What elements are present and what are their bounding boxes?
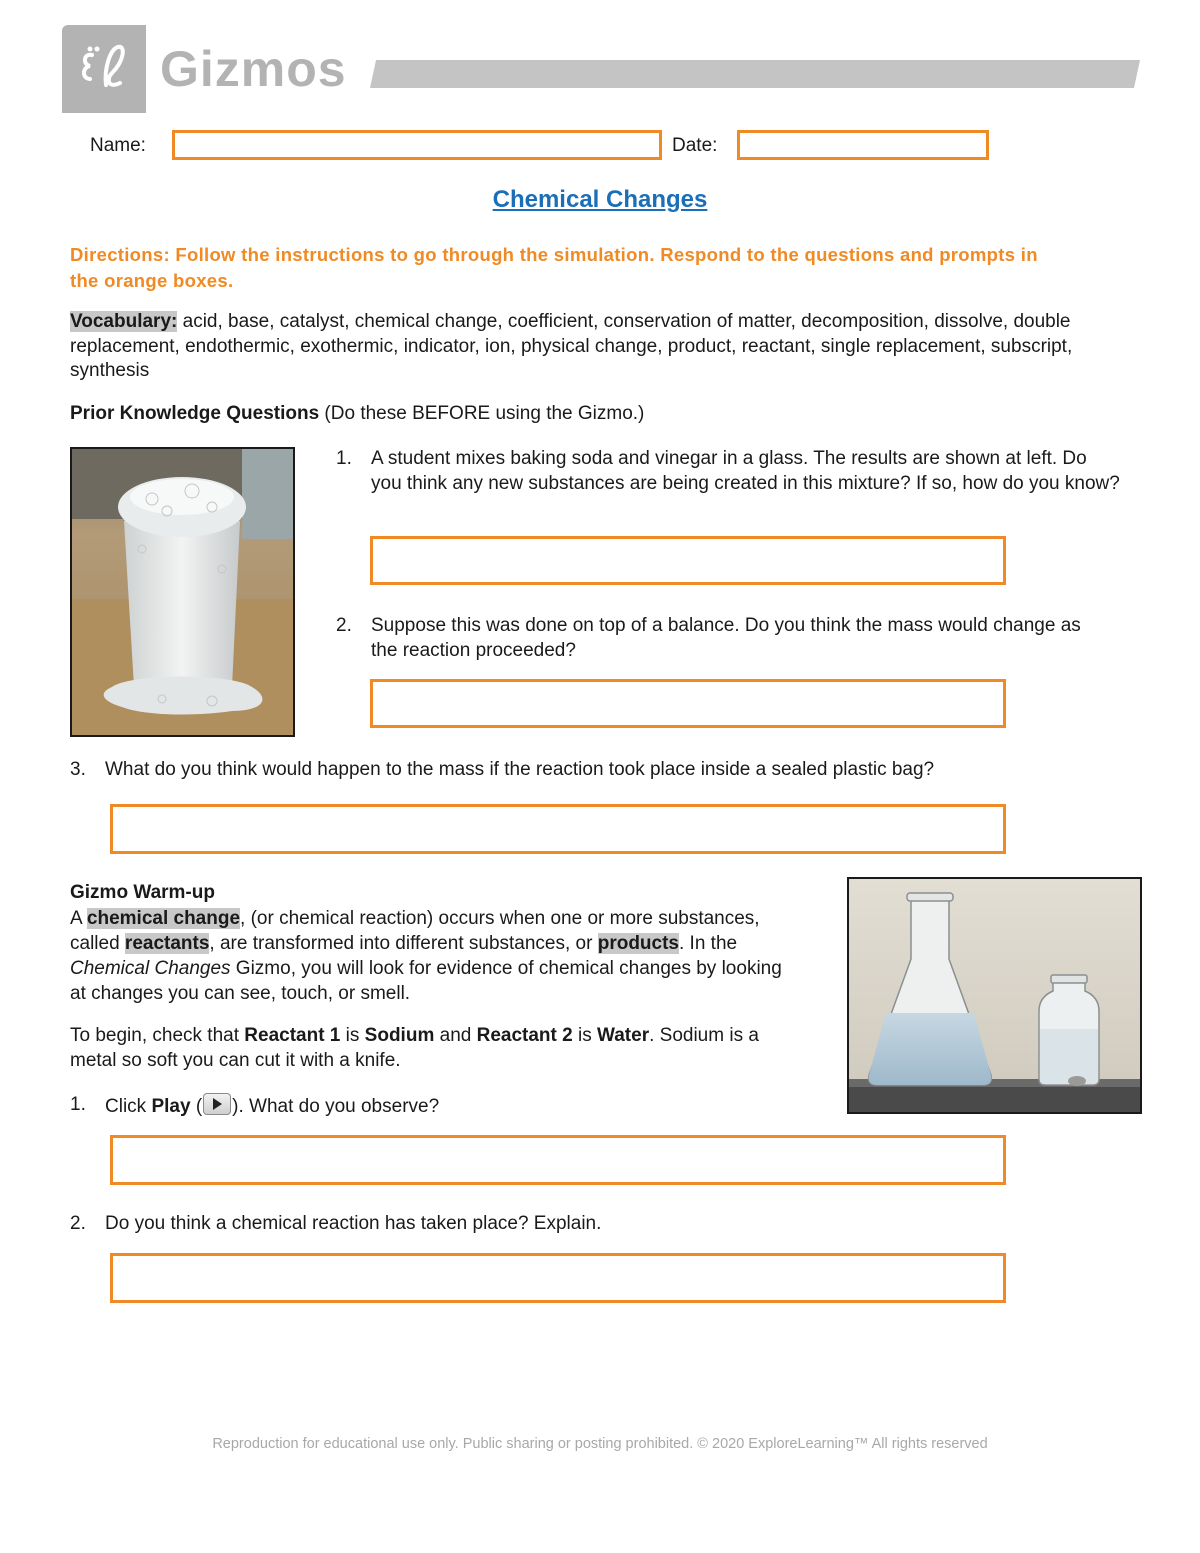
warmup-paragraph-1: A chemical change, (or chemical reaction) occurs when one or more substances, called reactants, are transformed into different substances, or products. In the Chemical Changes Gizmo, you will look for evidence of chemical changes by looking at changes you can see, touch, or smell. bbox=[70, 908, 782, 1004]
vocabulary-label: Vocabulary: bbox=[70, 311, 178, 332]
prior-question-3 bbox=[70, 758, 1150, 788]
foam-glass-image bbox=[72, 449, 293, 735]
explorelearning-logo bbox=[62, 25, 146, 113]
answer-box-prior-1[interactable] bbox=[370, 536, 1006, 585]
question-number: 2. bbox=[70, 1213, 86, 1234]
question-text: What do you think would happen to the mass if the reaction took place inside a sealed plastic bag? bbox=[105, 759, 935, 780]
question-number: 3. bbox=[70, 759, 86, 780]
question-text: Do you think a chemical reaction has taken place? Explain. bbox=[105, 1213, 602, 1234]
answer-box-warmup-2[interactable] bbox=[110, 1253, 1006, 1303]
gizmo-name: Chemical Changes bbox=[70, 958, 231, 979]
prior-question-1 bbox=[336, 447, 1126, 527]
brand-name: Gizmos bbox=[160, 41, 347, 97]
warmup-question-2 bbox=[70, 1212, 970, 1242]
warmup-question-1 bbox=[70, 1093, 770, 1123]
date-field[interactable] bbox=[737, 130, 989, 160]
date-label: Date: bbox=[672, 135, 718, 156]
question-text: Click Play ( ). What do you observe? bbox=[105, 1093, 765, 1120]
question-text: A student mixes baking soda and vinegar in a glass. The results are shown at left. Do you think any new substances are being created in this mixture? If so, how do you know? bbox=[371, 448, 1120, 494]
term-products: products bbox=[597, 933, 679, 954]
vocabulary-terms: acid, base, catalyst, chemical change, coefficient, conservation of matter, decomposition, dissolve, double replacement, endothermic, exothermic, indicator, ion, physical change, product, reactant, single replacement, subscript, synthesis bbox=[70, 311, 1073, 381]
answer-box-prior-2[interactable] bbox=[370, 679, 1006, 728]
warmup-paragraph-2: To begin, check that Reactant 1 is Sodium and Reactant 2 is Water. Sodium is a metal so soft you can cut it with a knife. bbox=[70, 1025, 759, 1071]
prior-question-2 bbox=[336, 614, 1096, 669]
answer-box-warmup-1[interactable] bbox=[110, 1135, 1006, 1185]
header-bar bbox=[370, 60, 1140, 88]
gizmo-flask-image bbox=[847, 877, 1142, 1114]
prior-knowledge-heading: Prior Knowledge Questions (Do these BEFORE using the Gizmo.) bbox=[70, 403, 645, 424]
explorelearning-el-icon bbox=[76, 39, 132, 99]
play-icon bbox=[203, 1093, 231, 1115]
answer-box-prior-3[interactable] bbox=[110, 804, 1006, 854]
baking-soda-vinegar-photo bbox=[70, 447, 295, 737]
question-number: 1. bbox=[336, 448, 352, 469]
warmup-heading: Gizmo Warm-up bbox=[70, 882, 215, 903]
name-field[interactable] bbox=[172, 130, 662, 160]
directions: Directions: Follow the instructions to go through the simulation. Respond to the questions and prompts in the orange boxes. bbox=[70, 244, 1038, 291]
vocabulary bbox=[70, 310, 1130, 384]
page-title: Chemical Changes bbox=[492, 186, 708, 213]
play-label: Play bbox=[151, 1096, 191, 1117]
question-text: Suppose this was done on top of a balance. Do you think the mass would change as the reaction proceeded? bbox=[371, 615, 1081, 661]
name-label: Name: bbox=[90, 135, 146, 156]
flask-illustration bbox=[849, 879, 1140, 1112]
footer-copyright: Reproduction for educational use only. Public sharing or posting prohibited. © 2020 ExploreLearning™ All rights reserved bbox=[212, 1436, 988, 1452]
question-number: 1. bbox=[70, 1094, 86, 1115]
term-chemical-change: chemical change bbox=[86, 908, 241, 929]
question-number: 2. bbox=[336, 615, 352, 636]
term-reactants: reactants bbox=[124, 933, 210, 954]
